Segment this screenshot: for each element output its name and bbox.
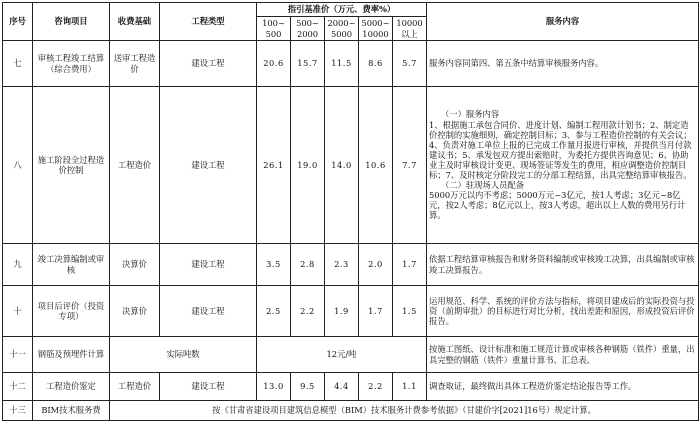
row-value: 2.5 bbox=[257, 286, 291, 337]
row-value: 5.7 bbox=[393, 41, 427, 87]
row-seq: 七 bbox=[3, 41, 33, 87]
row-value: 7.7 bbox=[393, 87, 427, 244]
row-value: 26.1 bbox=[257, 87, 291, 244]
row-basis: 工程造价 bbox=[110, 373, 160, 401]
row-item: 钢筋及预埋件计算 bbox=[33, 337, 110, 373]
service-subheading: （一）服务内容 bbox=[441, 109, 500, 120]
row-value: 4.4 bbox=[325, 373, 359, 401]
row-seq: 十一 bbox=[3, 337, 33, 373]
header-price-group: 指引基准价（万元、费率%） bbox=[257, 3, 427, 17]
row-value: 2.2 bbox=[359, 373, 393, 401]
row-item: 项目后评价（投资专项） bbox=[33, 286, 110, 337]
table-row bbox=[3, 41, 699, 87]
row-value: 10.6 bbox=[359, 87, 393, 244]
row-service bbox=[427, 87, 699, 244]
table-row bbox=[3, 286, 699, 337]
row-service: 服务内容同第四、第五条中结算审核服务内容。 bbox=[427, 41, 699, 87]
row-value-merged: 12元/吨 bbox=[257, 337, 427, 373]
row-value: 20.6 bbox=[257, 41, 291, 87]
row-item: BIM技术服务费 bbox=[33, 401, 110, 421]
row-type: 建设工程 bbox=[160, 286, 257, 337]
row-basis: 决算价 bbox=[110, 286, 160, 337]
row-value: 19.0 bbox=[291, 87, 325, 244]
fee-guide-table bbox=[2, 2, 699, 421]
row-item: 竣工决算编制或审核 bbox=[33, 244, 110, 286]
row-value: 2.8 bbox=[291, 244, 325, 286]
row-value: 1.7 bbox=[393, 244, 427, 286]
service-subheading: （二）驻现场人员配备 bbox=[441, 180, 525, 191]
row-value: 13.0 bbox=[257, 373, 291, 401]
row-service: 调查取证，最终做出具体工程造价鉴定结论报告等工作。 bbox=[427, 373, 699, 401]
row-value: 14.0 bbox=[325, 87, 359, 244]
table-row bbox=[3, 87, 699, 244]
service-paragraph: 5000万元以内不考虑；5000万元~3亿元，按1人考虑；3亿元~8亿元，按2人考虑；8亿元以上，按3人考虑，超出以上人数的费用另行计算。 bbox=[429, 190, 686, 221]
row-item: 施工阶段全过程造价控制 bbox=[33, 87, 110, 244]
row-value: 1.1 bbox=[393, 373, 427, 401]
row-basis: 工程造价 bbox=[110, 87, 160, 244]
row-value: 2.0 bbox=[359, 244, 393, 286]
row-value: 2.3 bbox=[325, 244, 359, 286]
header-row bbox=[3, 3, 699, 17]
header-basis: 收费基础 bbox=[110, 3, 160, 41]
row-seq: 十三 bbox=[3, 401, 33, 421]
header-service: 服务内容 bbox=[427, 3, 699, 41]
header-range: 100~ 500 bbox=[257, 17, 291, 41]
row-basis-merged: 实际吨数 bbox=[110, 337, 257, 373]
service-paragraph: 1、根据施工承包合同价、进度计划、编制工程用款计划书；2、制定造价控制的实施细则，确定控制目标；3、参与工程造价控制的有关会议；4、负责对施工单位上报的已完成工作量月报进行审核，并提供当月付款建议书；5、承发包双方提出索赔时，为委托方提供咨询意见；6、协助业主及时审核设计变更、现场签证等发生的费用，相应调整造价控制目标；7、及时核定分阶段完工的分部工程结算，出具完整结算审核报告。 bbox=[429, 119, 692, 181]
header-item: 咨询项目 bbox=[33, 3, 110, 41]
row-seq: 九 bbox=[3, 244, 33, 286]
row-value: 9.5 bbox=[291, 373, 325, 401]
header-range: 10000 以上 bbox=[393, 17, 427, 41]
header-seq: 序号 bbox=[3, 3, 33, 41]
table-row bbox=[3, 337, 699, 373]
row-type: 建设工程 bbox=[160, 244, 257, 286]
row-seq: 十 bbox=[3, 286, 33, 337]
row-value: 2.2 bbox=[291, 286, 325, 337]
header-range: 2000~ 5000 bbox=[325, 17, 359, 41]
row-type: 建设工程 bbox=[160, 41, 257, 87]
table-row bbox=[3, 373, 699, 401]
row-type: 建设工程 bbox=[160, 87, 257, 244]
row-basis: 决算价 bbox=[110, 244, 160, 286]
row-service: 按施工图纸、设计标准和施工规范计算或审核各种钢筋（铁件）重量，出具完整的钢筋（铁件）重量计算书、汇总表。 bbox=[427, 337, 699, 373]
row-value: 1.9 bbox=[325, 286, 359, 337]
row-value: 1.7 bbox=[359, 286, 393, 337]
header-range: 5000~ 10000 bbox=[359, 17, 393, 41]
table-row bbox=[3, 244, 699, 286]
row-type: 建设工程 bbox=[160, 373, 257, 401]
row-item: 工程造价鉴定 bbox=[33, 373, 110, 401]
row-value: 15.7 bbox=[291, 41, 325, 87]
row-value: 1.5 bbox=[393, 286, 427, 337]
row-value: 8.6 bbox=[359, 41, 393, 87]
row-service: 运用规范、科学、系统的评价方法与指标，将项目建成后的实际投资与投资（前期审批）的目标进行对比分析，找出差距和原因，形成投资后评价报告。 bbox=[427, 286, 699, 337]
row-seq: 八 bbox=[3, 87, 33, 244]
row-value: 3.5 bbox=[257, 244, 291, 286]
header-range: 500~ 2000 bbox=[291, 17, 325, 41]
row-item: 审核工程竣工结算（综合费用） bbox=[33, 41, 110, 87]
table-row bbox=[3, 401, 699, 421]
header-type: 工程类型 bbox=[160, 3, 257, 41]
row-value: 11.5 bbox=[325, 41, 359, 87]
row-service: 依据工程结算审核报告和财务资料编制或审核竣工决算，出具编制或审核竣工决算报告。 bbox=[427, 244, 699, 286]
row-basis: 送审工程造价 bbox=[110, 41, 160, 87]
row-seq: 十二 bbox=[3, 373, 33, 401]
row-merged-note: 按《甘肃省建设项目建筑信息模型（BIM）技术服务计费参考依据》（甘建价字[2021]16号）规定计算。 bbox=[110, 401, 699, 421]
